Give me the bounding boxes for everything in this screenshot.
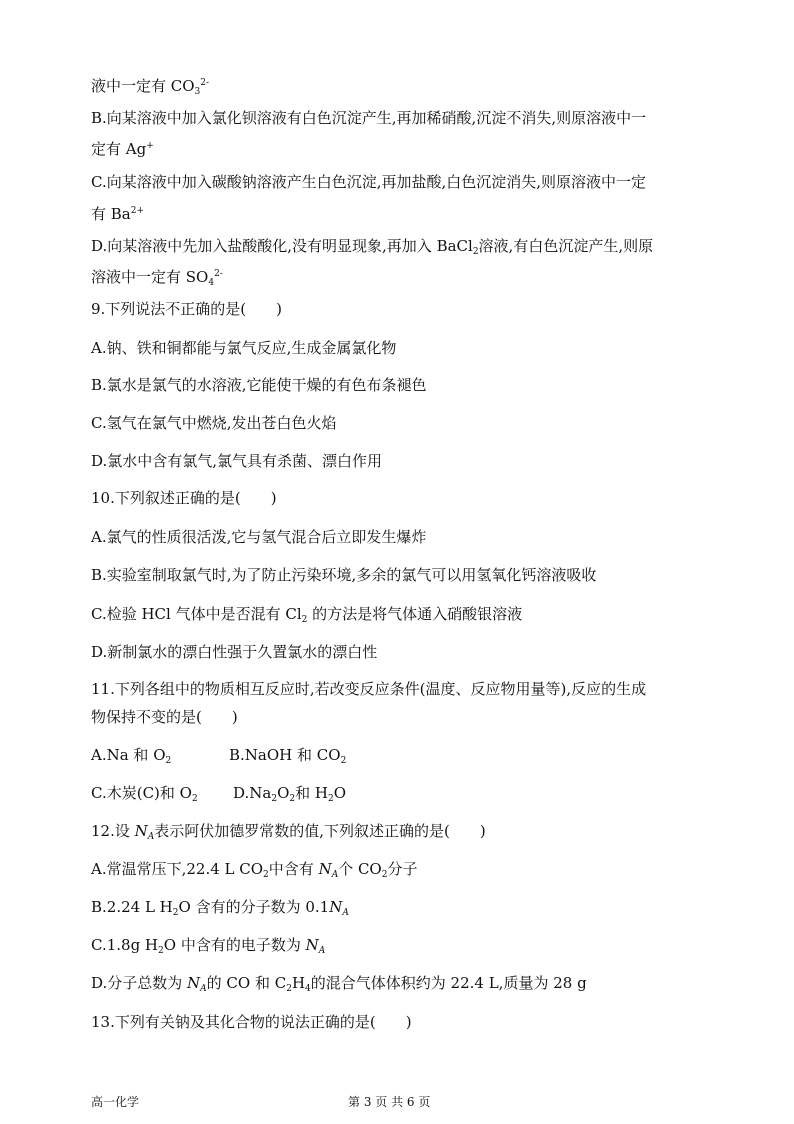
subscript: 2 [472, 247, 479, 257]
subscript: A [342, 908, 349, 918]
q9-option-c: C.氢气在氯气中燃烧,发出苍白色火焰 [91, 414, 337, 432]
footer-page-number: 第 3 页 共 6 页 [348, 1095, 431, 1109]
text: C.木炭(C)和 O [91, 784, 192, 802]
text: B.2.24 L H [91, 898, 173, 916]
text: N [305, 936, 319, 954]
subscript: 2 [165, 756, 172, 766]
text: 定有 Ag [91, 140, 147, 158]
q10-option-c [91, 603, 522, 625]
text: 表示阿伏加德罗常数的值,下列叙述正确的是( ) [154, 822, 486, 840]
text: B.NaOH 和 CO [229, 746, 341, 764]
question-11-line1: 11.下列各组中的物质相互反应时,若改变反应条件(温度、反应物用量等),反应的生成 [91, 680, 647, 698]
subscript: 2 [340, 756, 347, 766]
q11-option-c [91, 782, 198, 804]
q10-option-b: B.实验室制取氯气时,为了防止污染环境,多余的氯气可以用氢氧化钙溶液吸收 [91, 566, 597, 584]
q12-option-b [91, 896, 349, 918]
text: O 中含有的电子数为 [163, 936, 306, 954]
line-option-a-cont [91, 75, 209, 97]
text: 和 H [295, 784, 328, 802]
text: 的方法是将气体通入硝酸银溶液 [307, 605, 523, 623]
superscript: 2- [214, 269, 223, 279]
question-10: 10.下列叙述正确的是( ) [91, 489, 277, 507]
q9-option-d: D.氯水中含有氯气,氯气具有杀菌、漂白作用 [91, 452, 383, 470]
question-9: 9.下列说法不正确的是( ) [91, 300, 283, 318]
subscript: 2 [172, 908, 179, 918]
subscript: 2 [263, 870, 269, 880]
option-c-line1: C.向某溶液中加入碳酸钠溶液产生白色沉淀,再加盐酸,白色沉淀消失,则原溶液中一定 [91, 173, 647, 191]
text: 溶液中一定有 SO [91, 268, 209, 286]
subscript: 2 [191, 794, 198, 804]
subscript: A [200, 984, 207, 994]
q12-option-a [91, 858, 417, 880]
subscript: 2 [327, 794, 334, 804]
q10-option-a: A.氯气的性质很活泼,它与氢气混合后立即发生爆炸 [91, 528, 427, 546]
option-c-line2 [91, 203, 144, 225]
subscript: A [147, 832, 155, 842]
text: N [134, 822, 148, 840]
q11-option-d [233, 782, 346, 804]
subscript: 2 [271, 794, 278, 804]
text: N [318, 860, 332, 878]
subscript: 2 [286, 984, 292, 994]
question-11-line2: 物保持不变的是( ) [91, 708, 238, 726]
text: N [329, 898, 343, 916]
text: D.分子总数为 [91, 974, 188, 992]
q12-option-d [91, 972, 587, 994]
subscript: 4 [305, 984, 311, 994]
question-12 [91, 820, 486, 842]
text: D.Na [233, 784, 272, 802]
text: 的混合气体体积约为 22.4 L,质量为 28 g [310, 974, 587, 992]
q11-option-a [91, 744, 171, 766]
text: C.1.8g H [91, 936, 159, 954]
option-b-line1: B.向某溶液中加入氯化钡溶液有白色沉淀产生,再加稀硝酸,沉淀不消失,则原溶液中一 [91, 109, 647, 127]
subscript: 2 [289, 794, 296, 804]
q12-option-c [91, 934, 325, 956]
text: D.向某溶液中先加入盐酸酸化,没有明显现象,再加入 BaCl [91, 237, 473, 255]
subscript: 2 [158, 946, 164, 956]
text: 有 Ba [91, 205, 131, 223]
q9-option-b: B.氯水是氯气的水溶液,它能使干燥的有色布条褪色 [91, 376, 427, 394]
superscript: 2+ [130, 206, 145, 216]
superscript: 2- [200, 78, 210, 88]
text: 溶液,有白色沉淀产生,则原 [478, 237, 654, 255]
subscript: 2 [381, 870, 388, 880]
footer-subject: 高一化学 [91, 1095, 140, 1109]
text: 液中一定有 CO [91, 77, 195, 95]
subscript: 3 [194, 87, 201, 97]
subscript: 2 [301, 615, 308, 625]
subscript: A [331, 870, 339, 880]
text: H [291, 974, 306, 992]
text: O [277, 784, 290, 802]
text: A.Na 和 O [91, 746, 166, 764]
option-b-line2 [91, 138, 154, 160]
option-d-line2 [91, 266, 223, 288]
text: N [187, 974, 201, 992]
option-d-line1 [91, 235, 653, 257]
text: 个 CO [338, 860, 382, 878]
text: 分子 [387, 860, 418, 878]
text: O [333, 784, 347, 802]
subscript: A [318, 946, 326, 956]
text: O 含有的分子数为 0.1 [178, 898, 330, 916]
superscript: + [146, 141, 154, 151]
question-13: 13.下列有关钠及其化合物的说法正确的是( ) [91, 1013, 412, 1031]
text: 的 CO 和 C [206, 974, 287, 992]
text: C.检验 HCl 气体中是否混有 Cl [91, 605, 302, 623]
text: 12.设 [91, 822, 135, 840]
text: A.常温常压下,22.4 L CO [91, 860, 264, 878]
text: 中含有 [268, 860, 319, 878]
q11-option-b [229, 744, 346, 766]
q9-option-a: A.钠、铁和铜都能与氯气反应,生成金属氯化物 [91, 339, 397, 357]
q10-option-d: D.新制氯水的漂白性强于久置氯水的漂白性 [91, 643, 378, 661]
subscript: 4 [208, 278, 215, 288]
